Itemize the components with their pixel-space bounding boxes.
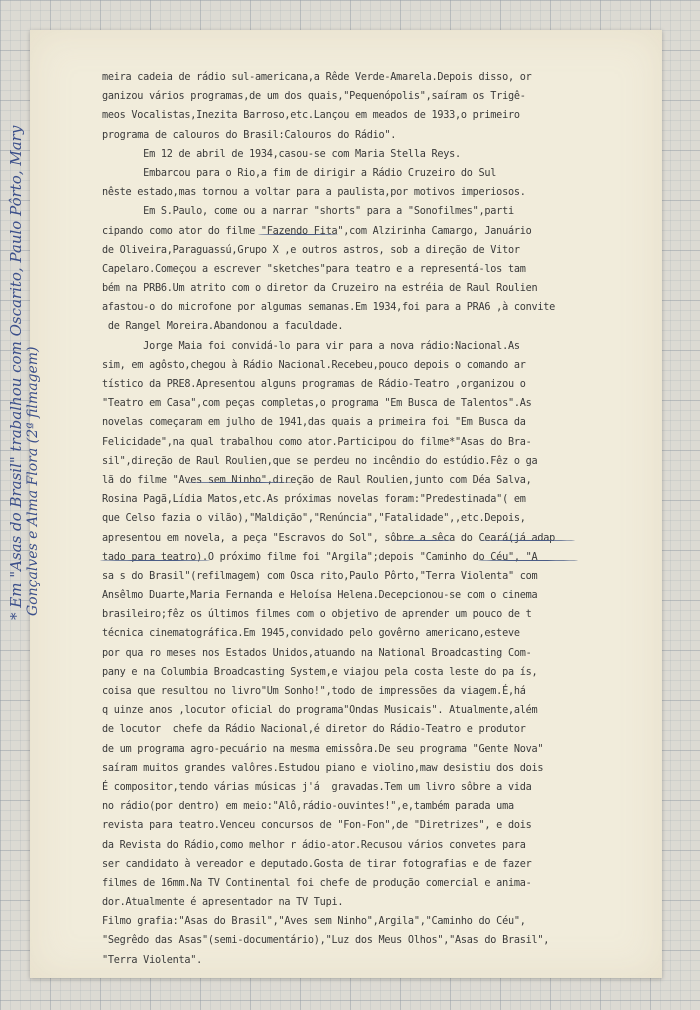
typed-line: de um programa agro-pecuário na mesma emissôra.De seu programa "Gente Nova" (102, 743, 544, 755)
typed-line: filmes de 16mm.Na TV Continental foi chefe de produção comercial e anima- (102, 877, 532, 889)
typed-line: sim, em agôsto,chegou à Rádio Nacional.Recebeu,pouco depois o comando ar (102, 359, 526, 371)
typed-line: que Celso fazia o vilão),"Maldição","Renúncia","Fatalidade",,etc.Depois, (102, 513, 526, 525)
typed-line: afastou-o do microfone por algumas semanas.Em 1934,foi para a PRA6 ,à convite (102, 302, 556, 314)
typed-line: pany e na Columbia Broadcasting System,e viajou pela costa leste do pa ís, (102, 666, 538, 678)
typed-line: sil",direção de Raul Roulien,que se perdeu no incêndio do estúdio.Fêz o ga (102, 455, 538, 467)
typed-line: meos Vocalistas,Inezita Barroso,etc.Lançou em meados de 1933,o primeiro (102, 110, 520, 122)
underline-asas-do-brasil (100, 560, 210, 561)
typed-line: meira cadeia de rádio sul-americana,a Rêde Verde-Amarela.Depois disso, or (102, 72, 532, 83)
typed-line: Felicidade",na qual trabalhou como ator.Participou do filme*"Asas do Bra- (102, 436, 532, 448)
underline-terra-violenta (478, 560, 578, 561)
typed-line: apresentou em novela, a peça "Escravos do Sol", sôbre a sêca do Ceará(já adap (102, 532, 556, 544)
typed-line: tístico da PRE8.Apresentou alguns programas de Rádio-Teatro ,organizou o (102, 379, 526, 390)
typed-line: Ansêlmo Duarte,Maria Fernanda e Heloísa Helena.Decepcionou-se com o cinema (102, 590, 538, 602)
underline-caminho-do-ceu (480, 540, 575, 541)
typed-line: Rosina Pagã,Lídia Matos,etc.As próximas novelas foram:"Predestinada"( em (102, 494, 526, 506)
typed-line: ganizou vários programas,de um dos quais,"Pequenópolis",saíram os Trigê- (102, 91, 526, 103)
typed-line: "Terra Violenta". (102, 954, 203, 966)
typed-line: Capelaro.Começou a escrever "sketches"para teatro e a representá-los tam (102, 263, 526, 275)
underline-fazendo-fita (258, 234, 338, 235)
typed-line: sa s do Brasil"(refilmagem) com Osca rito,Paulo Pôrto,"Terra Violenta" com (102, 570, 538, 582)
typed-line: brasileiro;fêz os últimos filmes com o objetivo de aprender um pouco de t (102, 609, 532, 621)
typed-line: no rádio(por dentro) em meio:"Alô,rádio-ouvintes!",e,também parada uma (102, 801, 514, 813)
margin-note-line-1: * Em "Asas do Brasil" trabalhou com Oscarito, Paulo Pôrto, Mary (7, 125, 25, 620)
typed-line: dor.Atualmente é apresentador na TV Tupi. (102, 897, 344, 909)
typed-line: de Oliveira,Paraguassú,Grupo X ,e outros astros, sob a direção de Vitor (102, 244, 520, 256)
typed-line: da Revista do Rádio,como melhor r ádio-ator.Recusou vários convetes para (102, 839, 526, 851)
typed-line: "Teatro em Casa",com peças completas,o programa "Em Busca de Talentos".As (102, 398, 532, 410)
underline-aves-sem-ninho (186, 482, 294, 483)
typed-line: revista para teatro.Venceu concursos de "Fon-Fon",de "Diretrizes", e dois (102, 820, 532, 832)
typed-line: de locutor chefe da Rádio Nacional,é diretor do Rádio-Teatro e produtor (102, 724, 526, 736)
margin-note-line-2: Gonçalves e Alma Flora (2ª filmagem) (25, 346, 41, 616)
typed-line: bém na PRB6.Um atrito com o diretor da Cruzeiro na estréia de Raul Roulien (102, 283, 538, 295)
typed-line: programa de calouros do Brasil:Calouros do Rádio". (102, 129, 397, 141)
typed-line: É compositor,tendo várias músicas j'á gravadas.Tem um livro sôbre a vida (102, 781, 532, 793)
typed-line: tado para teatro).O próximo filme foi "Argila";depois "Caminho do Céu", "A (102, 551, 538, 563)
underline-argila (394, 540, 452, 541)
typed-line: Jorge Maia foi convidá-lo para vir para a nova rádio:Nacional.As (102, 340, 520, 352)
typed-line: de Rangel Moreira.Abandonou a faculdade. (102, 321, 344, 333)
typed-line: nêste estado,mas tornou a voltar para a paulista,por motivos imperiosos. (102, 187, 526, 199)
typed-line: Filmo grafia:"Asas do Brasil","Aves sem Ninho",Argila","Caminho do Céu", (102, 916, 526, 928)
typed-line: novelas começaram em julho de 1941,das quais a primeira foi "Em Busca da (102, 417, 526, 429)
typed-line: técnica cinematográfica.Em 1945,convidado pelo govêrno americano,esteve (102, 628, 520, 640)
typed-line: q uinze anos ,locutor oficial do programa"Ondas Musicais". Atualmente,além (102, 705, 538, 717)
typed-line: lã do filme "Aves sem Ninho",direção de Raul Roulien,junto com Déa Salva, (102, 474, 532, 486)
typewritten-text (102, 68, 622, 970)
typed-line: saíram muitos grandes valôres.Estudou piano e violino,maw desistiu dos dois (102, 762, 544, 774)
typed-line: "Segrêdo das Asas"(semi-documentário),"Luz dos Meus Olhos","Asas do Brasil", (102, 935, 550, 947)
typed-line: coisa que resultou no livro"Um Sonho!",todo de impressões da viagem.É,há (102, 686, 526, 697)
handwritten-margin-note (8, 20, 42, 620)
typed-line: cipando como ator do filme "Fazendo Fita",com Alzirinha Camargo, Januário (102, 225, 532, 237)
typed-line: Em S.Paulo, come ou a narrar "shorts" para a "Sonofilmes",parti (102, 206, 514, 218)
typed-line: Em 12 de abril de 1934,casou-se com Maria Stella Reys. (102, 148, 461, 160)
typed-line: por qua ro meses nos Estados Unidos,atuando na National Broadcasting Com- (102, 647, 532, 659)
typed-line: Embarcou para o Rio,a fim de dirigir a Rádio Cruzeiro do Sul (102, 167, 497, 179)
typed-line: ser candidato à vereador e deputado.Gosta de tirar fotografias e de fazer (102, 858, 532, 870)
